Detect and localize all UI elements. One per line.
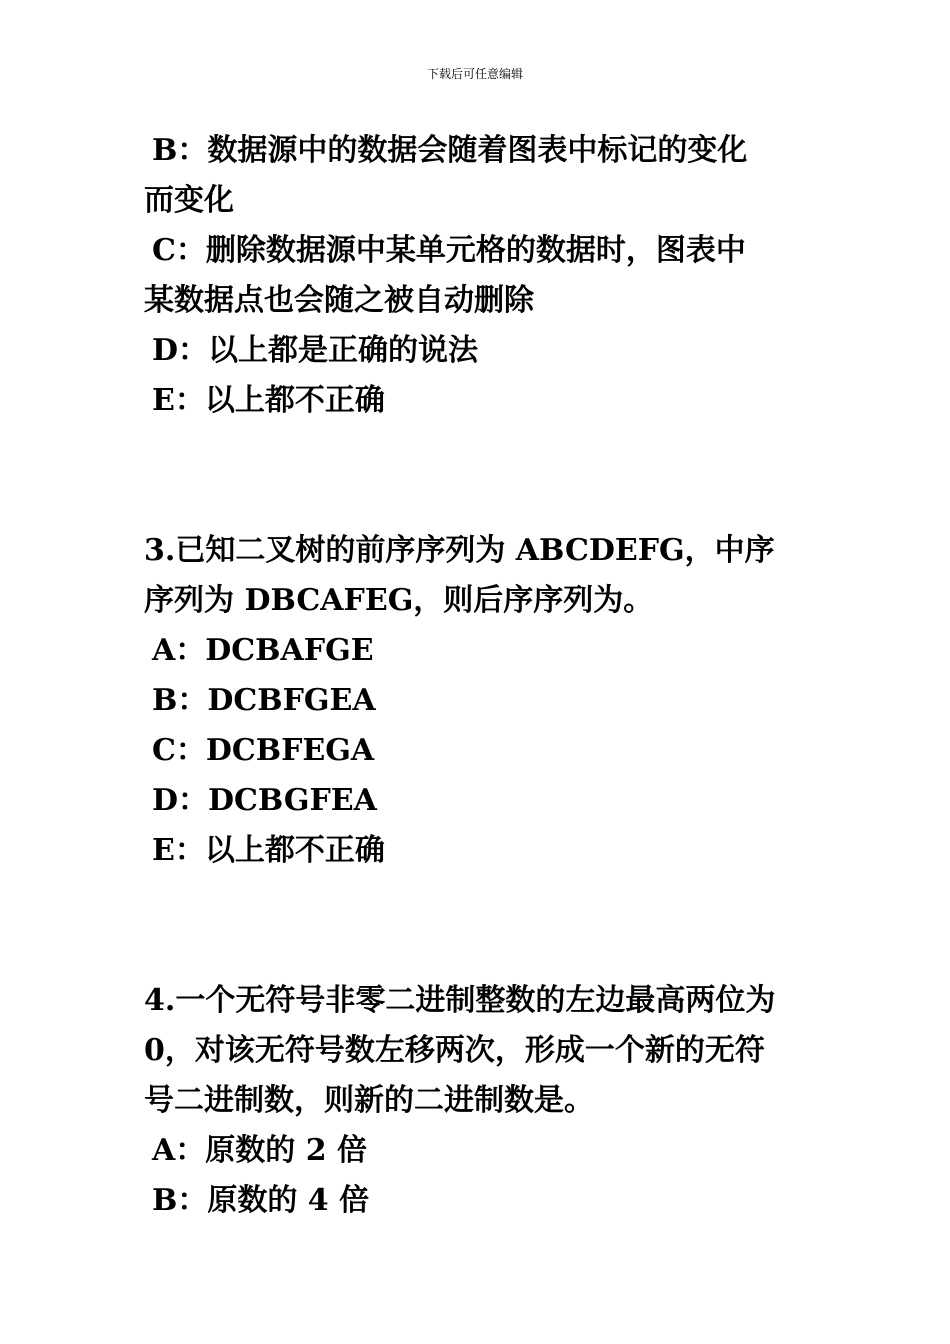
question-4 xyxy=(144,976,810,1226)
question-4-stem-line2: 0，对该无符号数左移两次，形成一个新的无符 xyxy=(144,1033,765,1068)
option-b-line2: 而变化 xyxy=(144,183,234,218)
question-3-option-d: D：DCBGFEA xyxy=(152,783,377,818)
option-c-line2: 某数据点也会随之被自动删除 xyxy=(144,283,534,318)
question-4-option-a: A：原数的 2 倍 xyxy=(152,1133,368,1168)
question-3-stem-line1: 3.已知二叉树的前序序列为 ABCDEFG，中序 xyxy=(144,533,775,568)
question-3-option-b: B：DCBFGEA xyxy=(152,683,376,718)
option-d: D：以上都是正确的说法 xyxy=(152,333,479,368)
question-3 xyxy=(144,526,810,876)
option-c-line1: C：删除数据源中某单元格的数据时，图表中 xyxy=(152,233,746,268)
option-e: E：以上都不正确 xyxy=(152,383,385,418)
question-3-option-e: E：以上都不正确 xyxy=(152,833,385,868)
option-b-line1: B：数据源中的数据会随着图表中标记的变化 xyxy=(152,133,748,168)
question-3-stem-line2: 序列为 DBCAFEG，则后序序列为。 xyxy=(144,583,654,618)
question-3-option-a: A：DCBAFGE xyxy=(152,633,374,668)
previous-question-options xyxy=(144,126,810,426)
section-gap xyxy=(144,426,810,526)
page-header-note: 下载后可任意编辑 xyxy=(426,67,523,81)
question-3-option-c: C：DCBFEGA xyxy=(152,733,375,768)
question-4-stem-line1: 4.一个无符号非零二进制整数的左边最高两位为 xyxy=(144,983,776,1018)
question-4-stem-line3: 号二进制数，则新的二进制数是。 xyxy=(144,1083,594,1118)
question-4-option-b: B：原数的 4 倍 xyxy=(152,1183,370,1218)
section-gap xyxy=(144,876,810,976)
document-body xyxy=(144,126,810,1226)
